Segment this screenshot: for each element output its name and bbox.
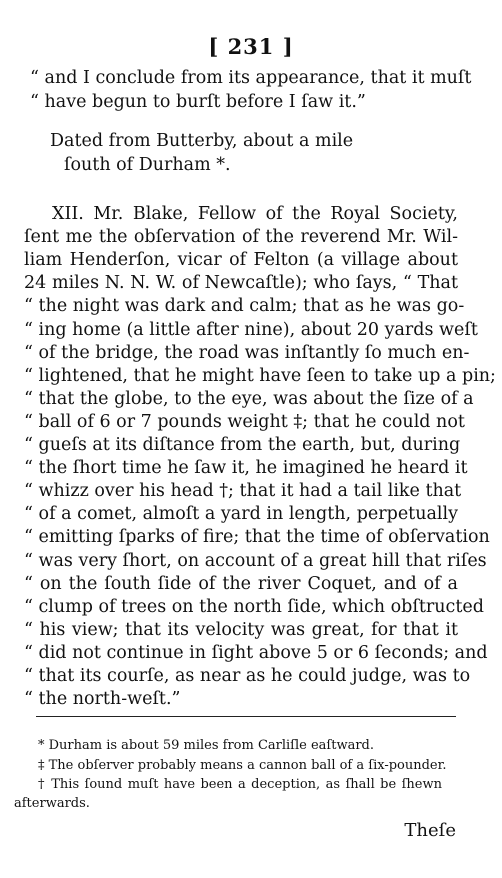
text-line: ſent me the obſervation of the reverend Mr. Wil- bbox=[24, 227, 458, 248]
text-line: “ whizz over his head †; that it had a tail like that bbox=[24, 481, 462, 502]
text-line: “ emitting ſparks of fire; that the time of obſervation bbox=[24, 527, 490, 548]
text-line: “ the north-weſt.” bbox=[24, 689, 181, 710]
text-line: “ of the bridge, the road was inſtantly ſo much en- bbox=[24, 342, 470, 363]
text-line: “ did not continue in ſight above 5 or 6 ſeconds; and bbox=[24, 642, 488, 663]
text-line: “ clump of trees on the north ſide, which obſtructed bbox=[24, 596, 484, 617]
text-line: “ the night was dark and calm; that as he was go- bbox=[24, 296, 465, 317]
footnote-rule bbox=[36, 716, 456, 717]
dated-line: ſouth of Durham *. bbox=[64, 155, 231, 175]
text-line: “ the ſhort time he ſaw it, he imagined he heard it bbox=[24, 458, 468, 479]
footnote: † This ſound muſt have been a deception, as ſhall be ſhewn bbox=[38, 777, 442, 792]
text-line: “ that its courſe, as near as he could judge, was to bbox=[24, 666, 471, 686]
text-line: “ gueſs at its diſtance from the earth, but, during bbox=[24, 435, 461, 455]
text-line: “ have begun to burſt before I ſaw it.” bbox=[30, 92, 366, 112]
footnote: afterwards. bbox=[14, 796, 90, 811]
catchword: Theſe bbox=[404, 820, 456, 841]
text-line: “ ing home (a little after nine), about 20 yards weſt bbox=[24, 319, 478, 340]
text-line: XII. Mr. Blake, Fellow of the Royal Society, bbox=[52, 204, 458, 224]
text-line: “ lightened, that he might have ſeen to take up a pin; bbox=[24, 365, 496, 386]
dated-line: Dated from Butterby, about a mile bbox=[50, 131, 354, 151]
footnote: * Durham is about 59 miles from Carliſle eaſtward. bbox=[38, 738, 374, 753]
footnote: ‡ The obſerver probably means a cannon ball of a ſix-pounder. bbox=[38, 758, 447, 773]
text-line: “ and I conclude from its appearance, that it muſt bbox=[30, 68, 472, 88]
text-line: liam Henderſon, vicar of Felton (a village about bbox=[24, 250, 458, 271]
text-line: “ on the ſouth ſide of the river Coquet, and of a bbox=[24, 573, 458, 594]
text-line: “ that the globe, to the eye, was about the ſize of a bbox=[24, 388, 474, 409]
text-line: “ ball of 6 or 7 pounds weight ‡; that he could not bbox=[24, 411, 465, 432]
page-number: [ 231 ] bbox=[208, 34, 294, 59]
text-line: “ his view; that its velocity was great, for that it bbox=[24, 619, 458, 640]
text-line: 24 miles N. N. W. of Newcaſtle); who ſays, “ That bbox=[24, 273, 458, 294]
text-line: “ was very ſhort, on account of a great hill that riſes bbox=[24, 550, 487, 571]
text-line: “ of a comet, almoſt a yard in length, perpetually bbox=[24, 504, 458, 525]
